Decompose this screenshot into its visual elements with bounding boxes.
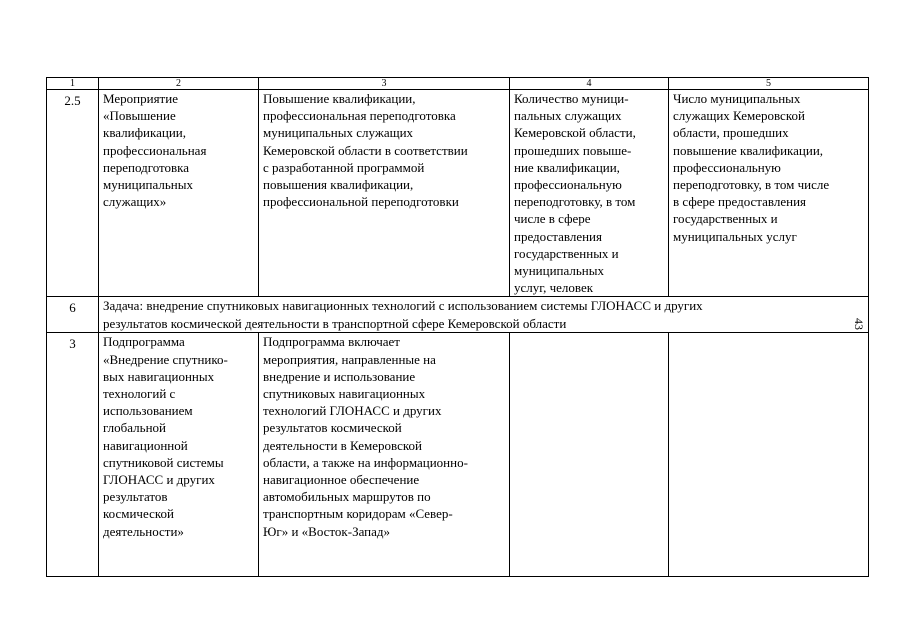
measure-description: Повышение квалификации, профессиональная переподготовка муниципальных служащих Кемеровской области в соответствии с разработанной программой повышения квалификации, профессиональной переподготовки (263, 91, 468, 210)
header-col-4: 4 (510, 78, 669, 90)
header-row (47, 78, 869, 90)
subprogram-name: Подпрограмма «Внедрение спутнико- вых навигационных технологий с использованием глобальной навигационной спутниковой системы ГЛОНАСС и других результатов космической деятельности» (103, 334, 228, 539)
table-row-2-5 (47, 90, 869, 297)
header-col-3: 3 (259, 78, 510, 90)
subprogram-name-cell (99, 333, 259, 577)
indicator-method: Число муниципальных служащих Кемеровской области, прошедших повышение квалификации, профессиональную переподготовку, в том числе в сфере предоставления государственных и муниципальных услуг (673, 91, 830, 244)
indicator-name: Количество муници- пальных служащих Кемеровской области, прошедших повыше- ние квалификации, профессиональную переподготовку, в том числе в сфере предоставления государственных и муниципальных услуг, человек (514, 91, 636, 296)
indicator-name-cell (510, 90, 669, 297)
indicator-method-cell (669, 90, 869, 297)
header-col-1: 1 (47, 78, 99, 90)
table-row-6 (47, 297, 869, 333)
measure-name-cell (99, 90, 259, 297)
empty-cell-5 (669, 333, 869, 577)
program-table (46, 77, 869, 577)
row-number: 3 (47, 333, 99, 577)
task-cell (99, 297, 869, 333)
measure-name: Мероприятие «Повышение квалификации, профессиональная переподготовка муниципальных служащих» (103, 91, 207, 210)
empty-cell-4 (510, 333, 669, 577)
task-text: Задача: внедрение спутниковых навигационных технологий с использованием системы ГЛОНАСС и других результатов космической деятельности в транспортной сфере Кемеровской области (103, 298, 703, 331)
header-col-2: 2 (99, 78, 259, 90)
table-row-3 (47, 333, 869, 577)
row-number: 6 (47, 297, 99, 333)
subprogram-description: Подпрограмма включает мероприятия, направленные на внедрение и использование спутниковых навигационных технологий ГЛОНАСС и других результатов космической деятельности в Кемеровской области, а также на информационно- навигационное обеспечение автомобильных маршрутов по транспортным коридорам «Север- Юг» и «Восток-Запад» (263, 334, 468, 539)
page-number: 43 (852, 318, 866, 330)
header-col-5: 5 (669, 78, 869, 90)
row-number: 2.5 (47, 90, 99, 297)
subprogram-description-cell (259, 333, 510, 577)
measure-description-cell (259, 90, 510, 297)
